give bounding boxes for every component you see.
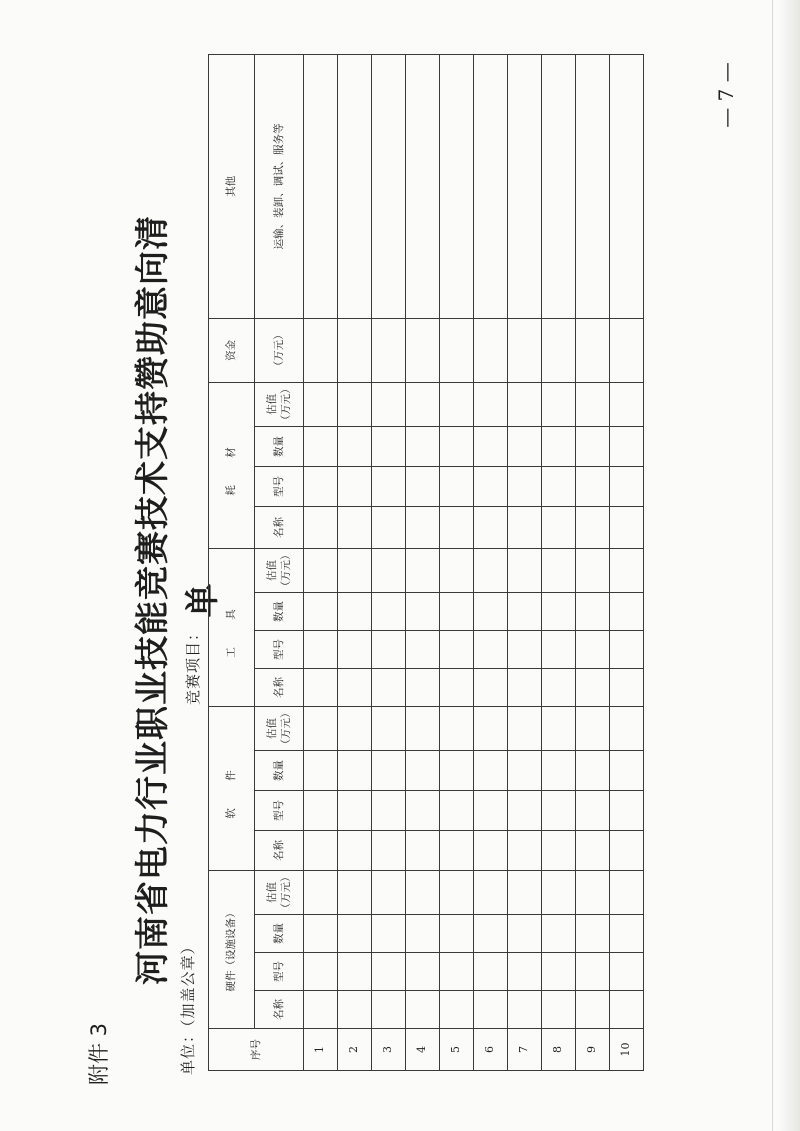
table-cell[interactable]	[406, 630, 440, 668]
header-consumables-value	[255, 382, 304, 426]
table-cell[interactable]	[610, 751, 644, 791]
table-header-row-groups	[209, 54, 255, 1070]
table-cell[interactable]	[338, 991, 372, 1029]
header-consumables: 耗 材	[209, 382, 255, 548]
table-cell[interactable]	[610, 668, 644, 706]
document-title-text: 河南省电力行业职业技能竞赛技术支持赞助意向清单	[133, 215, 223, 985]
table-cell[interactable]	[304, 706, 338, 750]
row-number: 9	[576, 1029, 610, 1071]
table-cell[interactable]	[304, 751, 338, 791]
table-row	[474, 54, 508, 1070]
table-cell[interactable]	[406, 318, 440, 382]
table-cell[interactable]	[576, 831, 610, 871]
unit-label	[175, 885, 201, 1075]
table-cell[interactable]	[576, 382, 610, 426]
table-cell[interactable]	[304, 548, 338, 592]
table-cell[interactable]	[576, 54, 610, 318]
scan-edge-shadow	[778, 0, 800, 1131]
annex-label-text: 附件 3	[87, 1022, 111, 1085]
table-cell[interactable]	[406, 668, 440, 706]
table-cell[interactable]	[338, 831, 372, 871]
table-cell[interactable]	[474, 791, 508, 831]
header-other-detail: 运输、装卸、调试、服务等	[255, 54, 304, 318]
row-number: 8	[542, 1029, 576, 1071]
table-cell[interactable]	[440, 592, 474, 630]
header-funds-unit: （万元）	[255, 318, 304, 382]
table-cell[interactable]	[508, 831, 542, 871]
table-cell[interactable]	[440, 426, 474, 466]
header-software-model: 型号	[255, 791, 304, 831]
sponsorship-table-container	[208, 79, 638, 1071]
table-cell[interactable]	[372, 506, 406, 548]
table-cell[interactable]	[474, 706, 508, 750]
table-cell[interactable]	[610, 915, 644, 953]
table-cell[interactable]	[508, 871, 542, 915]
table-cell[interactable]	[440, 630, 474, 668]
table-cell[interactable]	[610, 382, 644, 426]
table-header-row-sub	[255, 54, 304, 1070]
table-cell[interactable]	[406, 751, 440, 791]
header-consumables-model: 型号	[255, 466, 304, 506]
table-cell[interactable]	[474, 751, 508, 791]
table-cell[interactable]	[610, 791, 644, 831]
table-cell[interactable]	[406, 953, 440, 991]
table-cell[interactable]	[474, 592, 508, 630]
table-cell[interactable]	[372, 915, 406, 953]
table-cell[interactable]	[474, 318, 508, 382]
header-tools-value	[255, 548, 304, 592]
table-cell[interactable]	[338, 54, 372, 318]
table-cell[interactable]	[372, 382, 406, 426]
table-cell[interactable]	[508, 751, 542, 791]
table-cell[interactable]	[610, 630, 644, 668]
header-consumables-name: 名称	[255, 506, 304, 548]
table-cell[interactable]	[576, 466, 610, 506]
table-cell[interactable]	[474, 991, 508, 1029]
project-label-text: 竞赛项目：	[184, 624, 202, 705]
table-row	[610, 54, 644, 1070]
page-number-text: — 7 —	[714, 62, 738, 128]
table-cell[interactable]	[338, 871, 372, 915]
table-cell[interactable]	[406, 426, 440, 466]
row-number: 5	[440, 1029, 474, 1071]
table-cell[interactable]	[508, 466, 542, 506]
table-cell[interactable]	[440, 382, 474, 426]
table-cell[interactable]	[406, 706, 440, 750]
sponsorship-table	[208, 54, 644, 1071]
table-cell[interactable]	[338, 548, 372, 592]
table-cell[interactable]	[440, 706, 474, 750]
table-cell[interactable]	[508, 706, 542, 750]
table-cell[interactable]	[304, 915, 338, 953]
table-cell[interactable]	[610, 592, 644, 630]
table-cell[interactable]	[542, 871, 576, 915]
table-cell[interactable]	[542, 751, 576, 791]
table-cell[interactable]	[406, 915, 440, 953]
table-cell[interactable]	[406, 548, 440, 592]
table-cell[interactable]	[576, 668, 610, 706]
table-row	[508, 54, 542, 1070]
table-cell[interactable]	[440, 54, 474, 318]
table-cell[interactable]	[576, 426, 610, 466]
table-cell[interactable]	[440, 953, 474, 991]
table-cell[interactable]	[508, 630, 542, 668]
table-cell[interactable]	[338, 953, 372, 991]
table-cell[interactable]	[372, 548, 406, 592]
table-cell[interactable]	[304, 871, 338, 915]
table-cell[interactable]	[440, 871, 474, 915]
table-cell[interactable]	[372, 953, 406, 991]
table-cell[interactable]	[542, 548, 576, 592]
table-cell[interactable]	[440, 991, 474, 1029]
table-cell[interactable]	[474, 506, 508, 548]
header-software-value	[255, 706, 304, 750]
table-cell[interactable]	[576, 318, 610, 382]
annex-label	[80, 985, 118, 1085]
table-cell[interactable]	[576, 953, 610, 991]
table-cell[interactable]	[474, 668, 508, 706]
table-row	[372, 54, 406, 1070]
header-software-quantity: 数量	[255, 751, 304, 791]
table-cell[interactable]	[406, 871, 440, 915]
header-hardware-model: 型号	[255, 953, 304, 991]
header-serial: 序号	[209, 1029, 304, 1071]
table-cell[interactable]	[474, 382, 508, 426]
table-cell[interactable]	[576, 791, 610, 831]
table-cell[interactable]	[542, 592, 576, 630]
table-cell[interactable]	[542, 630, 576, 668]
table-cell[interactable]	[338, 706, 372, 750]
header-funds: 资金	[209, 318, 255, 382]
table-cell[interactable]	[508, 426, 542, 466]
table-cell[interactable]	[576, 592, 610, 630]
value-label: 估值	[265, 393, 278, 415]
table-row	[338, 54, 372, 1070]
table-cell[interactable]	[406, 506, 440, 548]
table-cell[interactable]	[304, 54, 338, 318]
table-cell[interactable]	[338, 318, 372, 382]
table-cell[interactable]	[372, 751, 406, 791]
header-consumables-quantity: 数量	[255, 426, 304, 466]
table-row	[304, 54, 338, 1070]
table-cell[interactable]	[610, 318, 644, 382]
table-cell[interactable]	[508, 953, 542, 991]
table-cell[interactable]	[372, 466, 406, 506]
table-row	[406, 54, 440, 1070]
table-cell[interactable]	[542, 426, 576, 466]
project-label	[180, 585, 206, 705]
table-cell[interactable]	[474, 630, 508, 668]
table-cell[interactable]	[338, 630, 372, 668]
table-cell[interactable]	[372, 871, 406, 915]
table-cell[interactable]	[474, 831, 508, 871]
table-cell[interactable]	[610, 871, 644, 915]
table-cell[interactable]	[474, 466, 508, 506]
value-unit: （万元）	[280, 871, 292, 914]
table-cell[interactable]	[542, 466, 576, 506]
unit-label-text: 单位：（加盖公章）	[179, 938, 197, 1075]
table-cell[interactable]	[542, 382, 576, 426]
row-number: 4	[406, 1029, 440, 1071]
table-cell[interactable]	[542, 318, 576, 382]
table-cell[interactable]	[542, 831, 576, 871]
table-cell[interactable]	[508, 991, 542, 1029]
table-cell[interactable]	[406, 54, 440, 318]
table-cell[interactable]	[338, 592, 372, 630]
table-cell[interactable]	[440, 791, 474, 831]
header-software: 软 件	[209, 706, 255, 870]
table-cell[interactable]	[372, 831, 406, 871]
table-cell[interactable]	[474, 54, 508, 318]
table-cell[interactable]	[542, 953, 576, 991]
table-cell[interactable]	[610, 54, 644, 318]
table-cell[interactable]	[576, 548, 610, 592]
table-cell[interactable]	[338, 506, 372, 548]
table-cell[interactable]	[304, 382, 338, 426]
table-cell[interactable]	[610, 548, 644, 592]
value-label: 估值	[265, 882, 278, 903]
table-cell[interactable]	[372, 791, 406, 831]
table-cell[interactable]	[338, 382, 372, 426]
table-cell[interactable]	[610, 426, 644, 466]
table-cell[interactable]	[372, 426, 406, 466]
header-tools-model: 型号	[255, 630, 304, 668]
table-cell[interactable]	[508, 791, 542, 831]
table-cell[interactable]	[372, 630, 406, 668]
table-cell[interactable]	[338, 668, 372, 706]
table-cell[interactable]	[508, 915, 542, 953]
table-cell[interactable]	[610, 506, 644, 548]
table-cell[interactable]	[406, 592, 440, 630]
header-tools: 工 具	[209, 548, 255, 706]
table-cell[interactable]	[542, 706, 576, 750]
table-cell[interactable]	[304, 791, 338, 831]
table-cell[interactable]	[576, 630, 610, 668]
table-cell[interactable]	[304, 953, 338, 991]
table-cell[interactable]	[508, 54, 542, 318]
table-cell[interactable]	[406, 382, 440, 426]
table-cell[interactable]	[508, 506, 542, 548]
page-number	[706, 55, 746, 135]
table-cell[interactable]	[440, 318, 474, 382]
table-cell[interactable]	[576, 751, 610, 791]
table-cell[interactable]	[304, 831, 338, 871]
table-cell[interactable]	[542, 791, 576, 831]
header-tools-name: 名称	[255, 668, 304, 706]
table-row	[440, 54, 474, 1070]
table-cell[interactable]	[304, 426, 338, 466]
header-hardware: 硬件（设施设备）	[209, 871, 255, 1029]
table-row	[542, 54, 576, 1070]
header-tools-quantity: 数量	[255, 592, 304, 630]
row-number: 1	[304, 1029, 338, 1071]
table-cell[interactable]	[474, 953, 508, 991]
value-label: 估值	[265, 559, 278, 581]
row-number: 6	[474, 1029, 508, 1071]
table-cell[interactable]	[338, 426, 372, 466]
table-cell[interactable]	[508, 548, 542, 592]
table-cell[interactable]	[440, 466, 474, 506]
table-cell[interactable]	[304, 991, 338, 1029]
row-number: 3	[372, 1029, 406, 1071]
table-cell[interactable]	[542, 668, 576, 706]
table-cell[interactable]	[508, 592, 542, 630]
table-cell[interactable]	[338, 915, 372, 953]
value-unit: （万元）	[280, 383, 292, 426]
table-cell[interactable]	[542, 54, 576, 318]
table-cell[interactable]	[372, 592, 406, 630]
header-hardware-quantity: 数量	[255, 915, 304, 953]
table-cell[interactable]	[440, 548, 474, 592]
table-cell[interactable]	[508, 668, 542, 706]
table-cell[interactable]	[440, 915, 474, 953]
table-cell[interactable]	[304, 506, 338, 548]
scan-fold-line	[772, 0, 773, 1131]
table-cell[interactable]	[576, 915, 610, 953]
table-cell[interactable]	[304, 668, 338, 706]
table-cell[interactable]	[508, 382, 542, 426]
table-cell[interactable]	[406, 831, 440, 871]
table-cell[interactable]	[576, 706, 610, 750]
value-unit: （万元）	[280, 549, 292, 592]
row-number: 7	[508, 1029, 542, 1071]
table-cell[interactable]	[372, 991, 406, 1029]
header-hardware-name: 名称	[255, 991, 304, 1029]
header-hardware-value	[255, 871, 304, 915]
header-software-name: 名称	[255, 831, 304, 871]
table-cell[interactable]	[304, 630, 338, 668]
value-label: 估值	[265, 717, 278, 739]
table-cell[interactable]	[406, 991, 440, 1029]
table-cell[interactable]	[440, 668, 474, 706]
table-cell[interactable]	[610, 953, 644, 991]
row-number: 2	[338, 1029, 372, 1071]
table-cell[interactable]	[542, 991, 576, 1029]
table-row	[576, 54, 610, 1070]
table-cell[interactable]	[304, 466, 338, 506]
table-cell[interactable]	[372, 706, 406, 750]
table-cell[interactable]	[372, 54, 406, 318]
table-cell[interactable]	[474, 871, 508, 915]
table-cell[interactable]	[338, 466, 372, 506]
row-number: 10	[610, 1029, 644, 1071]
table-cell[interactable]	[338, 751, 372, 791]
table-cell[interactable]	[406, 791, 440, 831]
table-cell[interactable]	[304, 318, 338, 382]
table-cell[interactable]	[610, 706, 644, 750]
table-cell[interactable]	[406, 466, 440, 506]
table-cell[interactable]	[542, 915, 576, 953]
table-cell[interactable]	[610, 466, 644, 506]
table-cell[interactable]	[372, 668, 406, 706]
table-cell[interactable]	[372, 318, 406, 382]
table-cell[interactable]	[610, 991, 644, 1029]
table-cell[interactable]	[474, 548, 508, 592]
table-cell[interactable]	[576, 991, 610, 1029]
table-cell[interactable]	[338, 791, 372, 831]
table-cell[interactable]	[576, 871, 610, 915]
table-cell[interactable]	[474, 915, 508, 953]
table-cell[interactable]	[610, 831, 644, 871]
table-cell[interactable]	[440, 506, 474, 548]
value-unit: （万元）	[280, 707, 292, 750]
table-cell[interactable]	[474, 426, 508, 466]
table-cell[interactable]	[576, 506, 610, 548]
header-other: 其他	[209, 54, 255, 318]
table-cell[interactable]	[508, 318, 542, 382]
table-cell[interactable]	[542, 506, 576, 548]
table-cell[interactable]	[304, 592, 338, 630]
table-cell[interactable]	[440, 751, 474, 791]
table-cell[interactable]	[440, 831, 474, 871]
